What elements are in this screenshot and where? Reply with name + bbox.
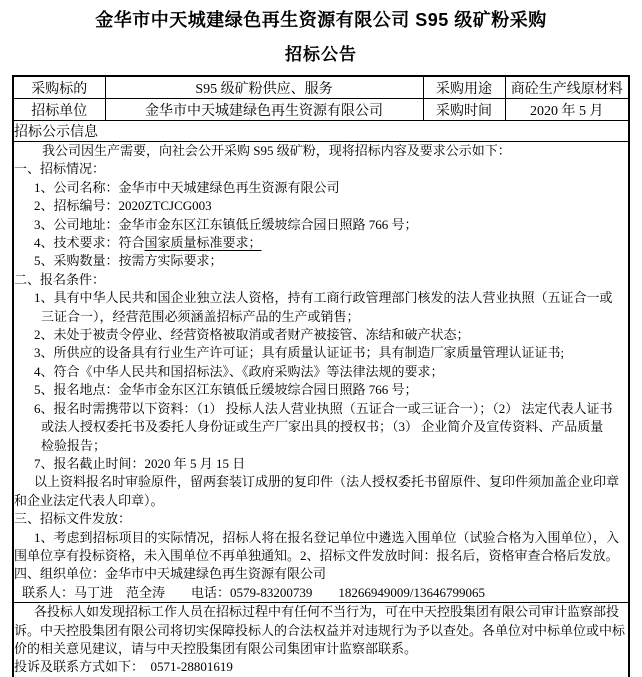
body-line-originals-note: 以上资料报名时审验原件，留两套装订成册的复印件（法人授权委托书留原件、复印件须加盖企业印章 [34,474,620,490]
announcement-table [12,75,630,677]
complaint-contact-line: 投诉及联系方式如下： 0571-28801619 [14,659,233,675]
body-line-tender-number: 2、招标编号：2020ZTCJCG003 [34,198,212,214]
body-line-contacts: 联系人：马丁进 范全涛 电话：0579-83200739 18266949009/13646799065 [22,584,485,600]
table-row [13,603,629,677]
tech-requirement-prefix: 4、技术要求：符合 [34,235,145,251]
field-label-procurement-subject: 采购标的 [13,76,105,99]
complaint-line: 价的相关意见建议，请与中天控股集团有限公司集团审计监察部联系。 [14,640,418,656]
body-line-condition2: 2、未处于被责令停业、经营资格被取消或者财产被接管、冻结和破产状态； [34,327,470,343]
body-line-section2-title: 二、报名条件： [14,271,106,287]
field-value-procurement-subject: S95 级矿粉供应、服务 [105,76,423,99]
body-line-materials-cont2: 检验报告； [41,437,107,453]
body-line-tech-requirement [14,234,628,252]
field-value-procurement-purpose: 商砼生产线原材料 [505,76,629,99]
table-row [13,142,629,603]
body-line-issuance: 1、考虑到招标项目的实际情况，招标人将在报名登记单位中遴选入围单位（试验合格为入围单位），入 [34,529,620,545]
body-line-issuance-cont: 围单位享有投标资格，未入围单位不再单独通知。2、招标文件发放时间：报名后，资格审查合格后发放。 [14,547,619,563]
field-value-procurement-time: 2020 年 5 月 [505,99,629,121]
body-line-section1-title: 一、招标情况： [14,161,106,177]
body-line-condition4: 4、符合《中华人民共和国招标法》、《政府采购法》等法律法规的要求； [34,363,444,379]
field-value-tendering-unit: 金华市中天城建绿色再生资源有限公司 [105,99,423,121]
body-line-condition1: 1、具有中华人民共和国企业独立法人资格，持有工商行政管理部门核发的法人营业执照（五证合一或 [34,290,613,306]
body-line-deadline: 7、报名截止时间：2020 年 5 月 15 日 [34,455,246,471]
document-subtitle: 招标公告 [285,45,357,64]
body-line-company-name: 1、公司名称：金华市中天城建绿色再生资源有限公司 [34,179,340,195]
table-row [13,121,629,142]
body-line-materials: 6、报名时需携带以下资料：（1） 投标人法人营业执照（五证合一或三证合一）；（2） 法定代表人证书 [34,400,613,416]
body-line-originals-cont: 和企业法定代表人印章）。 [14,492,164,508]
body-line-materials-cont1: 或法人授权委托书及委托人身份证或生产厂家出具的授权书；（3） 企业简介及宣传资料、产品质量 [41,419,604,435]
announcement-body [13,142,629,603]
body-line-condition1-cont: 三证合一），经营范围必须涵盖招标产品的生产或销售； [41,308,360,324]
body-line-quantity: 5、采购数量：按需方实际要求； [34,253,223,269]
table-row [13,99,629,121]
tech-requirement-underlined: 国家质量标准要求； [144,235,262,251]
body-line-section4-title: 四、组织单位：金华市中天城建绿色再生资源有限公司 [14,566,327,582]
complaint-line: 各投标人如发现招标工作人员在招标过程中有任何不当行为，可在中天控股集团有限公司审计监察部投 [34,604,620,620]
section-header-public-info: 招标公示信息 [13,121,629,142]
complaint-line: 诉。中天控股集团有限公司将切实保障投标人的合法权益并对违规行为予以查处。各单位对中标单位或中标 [14,622,626,638]
body-line-section3-title: 三、招标文件发放： [14,511,132,527]
field-label-tendering-unit: 招标单位 [13,99,105,121]
table-row [13,76,629,99]
field-label-procurement-time: 采购时间 [423,99,505,121]
complaint-section [13,603,629,677]
body-line-signup-location: 5、报名地点：金华市金东区江东镇低丘缓坡综合园日照路 766 号； [34,382,418,398]
body-line-company-address: 3、公司地址：金华市金东区江东镇低丘缓坡综合园日照路 766 号； [34,216,418,232]
field-label-procurement-purpose: 采购用途 [423,76,505,99]
body-line-condition3: 3、所供应的设备具有行业生产许可证；具有质量认证证书；具有制造厂家质量管理认证证书; [34,345,565,361]
document-title: 金华市中天城建绿色再生资源有限公司 S95 级矿粉采购 [95,10,547,30]
body-line-intro: 我公司因生产需要，向社会公开采购 S95 级矿粉，现将招标内容及要求公示如下： [42,143,511,158]
